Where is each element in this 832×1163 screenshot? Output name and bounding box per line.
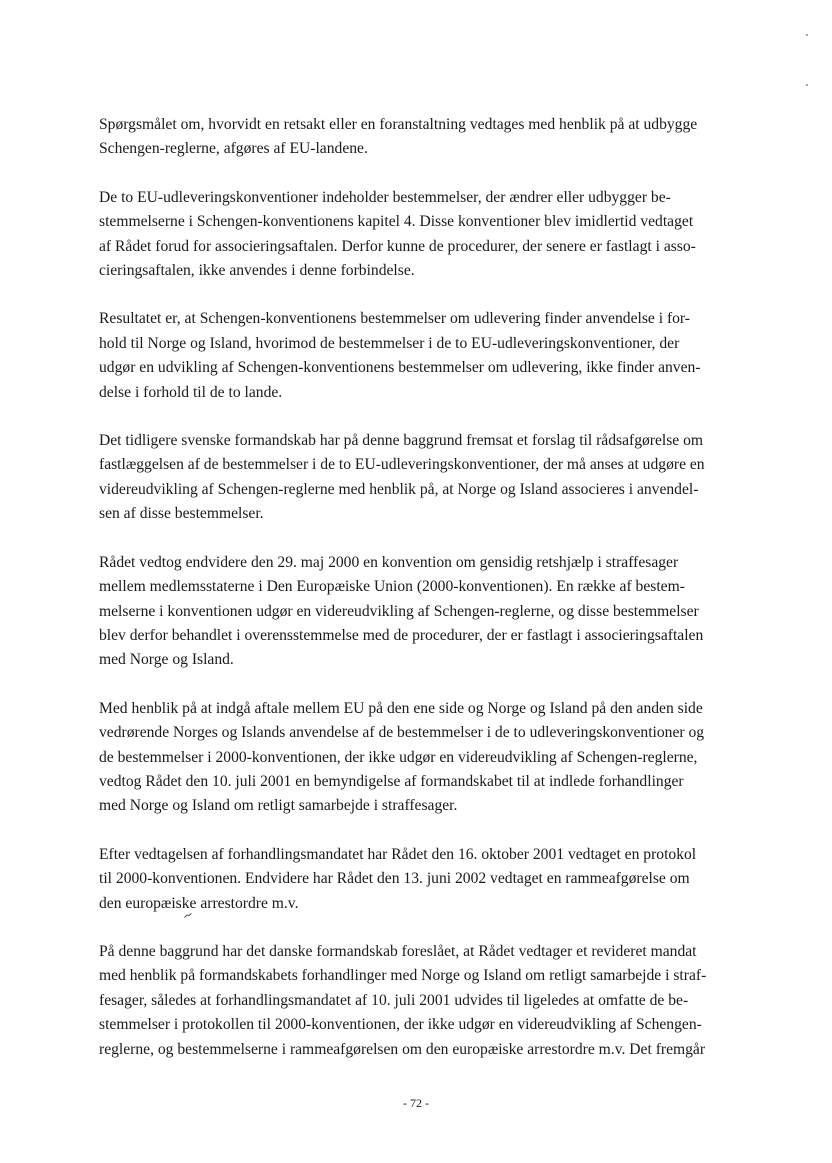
text-line: melserne i konventionen udgør en videreudvikling af Schengen-reglerne, og disse bestemmelser — [99, 602, 699, 620]
paragraph — [99, 429, 759, 527]
text-line: videreudvikling af Schengen-reglerne med henblik på, at Norge og Island associeres i anvendel- — [99, 480, 699, 498]
text-line: stemmelserne i Schengen-konventionens kapitel 4. Disse konventioner blev imidlertid vedtaget — [99, 213, 694, 231]
scan-speck — [806, 84, 808, 86]
paragraph — [99, 940, 759, 1062]
text-line: vedtog Rådet den 10. juli 2001 en bemyndigelse af formandskabet til at indlede forhandlinger — [99, 772, 684, 790]
text-line: cieringsaftalen, ikke anvendes i denne forbindelse. — [99, 262, 415, 280]
text-line: Rådet vedtog endvidere den 29. maj 2000 en konvention om gensidig retshjælp i straffesager — [99, 553, 679, 571]
text-line: Schengen-reglerne, afgøres af EU-landene. — [99, 140, 368, 158]
text-line: reglerne, og bestemmelserne i rammeafgørelsen om den europæiske arrestordre m.v. Det fremgår — [99, 1040, 706, 1058]
text-line: Efter vedtagelsen af forhandlingsmandatet har Rådet den 16. oktober 2001 vedtaget en protokol — [99, 845, 697, 863]
text-line: fastlæggelsen af de bestemmelser i de to EU-udleveringskonventioner, der må anses at udgøre en — [99, 456, 705, 474]
paragraph — [99, 843, 759, 916]
text-line: stemmelser i protokollen til 2000-konventionen, der ikke udgør en videreudvikling af Schengen- — [99, 1016, 702, 1034]
text-line: vedrørende Norges og Islands anvendelse af de bestemmelser i de to udleveringskonventioner og — [99, 724, 705, 742]
text-line: Det tidligere svenske formandskab har på denne baggrund fremsat et forslag til rådsafgørelse om — [99, 432, 704, 450]
text-line: med henblik på formandskabets forhandlinger med Norge og Island om retligt samarbejde i straf- — [99, 967, 707, 985]
text-line: udgør en udvikling af Schengen-konventionens bestemmelser om udlevering, ikke finder anven- — [99, 359, 701, 377]
text-line: Med henblik på at indgå aftale mellem EU på den ene side og Norge og Island på den anden side — [99, 699, 703, 717]
text-line: Spørgsmålet om, hvorvidt en retsakt eller en foranstaltning vedtages med henblik på at udbygge — [99, 116, 698, 133]
ink-smudge — [184, 913, 192, 918]
text-line: blev derfor behandlet i overensstemmelse med de procedurer, der er fastlagt i associeringsaftalen — [99, 626, 704, 644]
text-line: af Rådet forud for associeringsaftalen. Derfor kunne de procedurer, der senere er fastlagt i asso- — [99, 237, 696, 255]
text-line: den europæiske arrestordre m.v. — [99, 894, 299, 912]
text-line: hold til Norge og Island, hvorimod de bestemmelser i de to EU-udleveringskonventioner, der — [99, 334, 680, 352]
paragraph — [99, 186, 759, 284]
text-line: På denne baggrund har det danske formandskab foreslået, at Rådet vedtager et revideret mandat — [99, 942, 697, 960]
paragraph — [99, 113, 759, 162]
text-line: med Norge og Island. — [99, 651, 234, 669]
text-line: De to EU-udleveringskonventioner indeholder bestemmelser, der ændrer eller udbygger be- — [99, 188, 671, 206]
paragraph — [99, 697, 759, 819]
paragraph — [99, 551, 759, 673]
text-line: Resultatet er, at Schengen-konventionens bestemmelser om udlevering finder anvendelse i for- — [99, 310, 691, 328]
page-number: - 72 - — [403, 1096, 429, 1110]
text-line: til 2000-konventionen. Endvidere har Rådet den 13. juni 2002 vedtaget en rammeafgørelse om — [99, 870, 690, 888]
text-line: de bestemmelser i 2000-konventionen, der ikke udgør en videreudvikling af Schengen-reglerne, — [99, 748, 698, 766]
document-body — [99, 113, 759, 1086]
text-line: fesager, således at forhandlingsmandatet af 10. juli 2001 udvides til ligeledes at omfatte de be- — [99, 991, 689, 1009]
scan-speck — [806, 34, 808, 36]
paragraph — [99, 307, 759, 405]
text-line: mellem medlemsstaterne i Den Europæiske Union (2000-konventionen). En række af bestem- — [99, 578, 685, 596]
text-line: med Norge og Island om retligt samarbejde i straffesager. — [99, 797, 458, 815]
text-line: delse i forhold til de to lande. — [99, 383, 283, 401]
text-line: sen af disse bestemmelser. — [99, 505, 264, 523]
